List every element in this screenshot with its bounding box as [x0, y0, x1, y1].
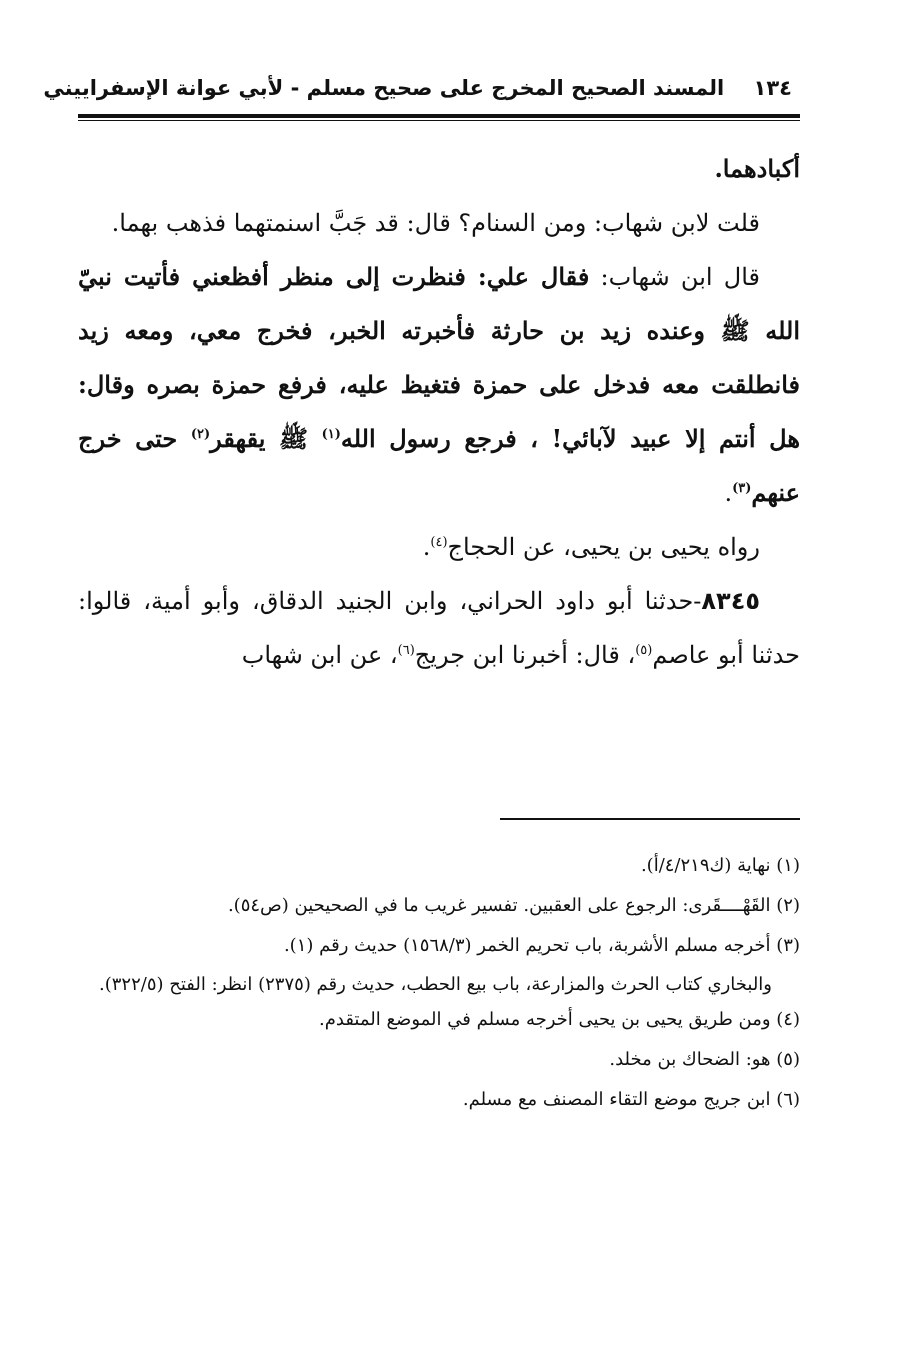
footnote-6: (٦) ابن جريج موضع التقاء المصنف مع مسلم. [462, 1089, 800, 1110]
header-text [43, 76, 792, 100]
narrator-lead: قال ابن شهاب: [589, 263, 760, 291]
isnad-text-b: ، قال: أخبرنا ابن جريج [414, 641, 636, 669]
riwaya-text: رواه يحيى بن يحيى، عن الحجاج [447, 533, 760, 561]
hadith-text-end: حتى خرج عنهم [78, 424, 800, 507]
footnote-4: (٤) ومن طريق يحيى بن يحيى أخرجه مسلم في الموضع المتقدم. [319, 1009, 800, 1030]
paragraph-4 [78, 520, 800, 574]
paragraph-3 [78, 250, 800, 520]
hadith-text-tail: . [724, 479, 733, 507]
footnote-ref-5[interactable]: (٥) [635, 643, 653, 658]
hadith-text-mid: ﷺ يقهقر [210, 424, 322, 453]
paragraph-2: قلت لابن شهاب: ومن السنام؟ قال: قد جَبَّ اسنمتهما فذهب بهما. [111, 209, 760, 237]
book-title: المسند الصحيح المخرج على صحيح مسلم - لأبي عوانة الإسفراييني [43, 76, 725, 100]
isnad-text-c: ، عن ابن شهاب [241, 641, 398, 669]
paragraph-5 [78, 574, 800, 682]
isnad-text-a: -حدثنا أبو داود الحراني، وابن الجنيد الدقاق، وأبو أمية، قالوا: حدثنا أبو عاصم [78, 587, 800, 669]
footnote-5: (٥) هو: الضحاك بن مخلد. [609, 1049, 800, 1070]
running-header [43, 70, 800, 116]
hadith-number: ٨٣٤٥ [701, 587, 760, 615]
page-number: ١٣٤ [753, 76, 792, 100]
paragraph-1: أكبادهما. [714, 154, 800, 183]
footnote-3: (٣) أخرجه مسلم الأشربة، باب تحريم الخمر (١٥٦٨/٣) حديث رقم (١). [283, 935, 800, 956]
footnotes [78, 848, 800, 1122]
book-page [43, 70, 800, 1110]
footnote-separator [500, 818, 800, 820]
hadith-text: فقال علي: فنظرت إلى منظر أفظعني فأتيت نبيّ الله ﷺ وعنده زيد بن حارثة فأخبرته الخبر، فخرج معي، ومعه زيد فانطلقت معه فدخل على حمزة فتغيظ عليه، فرفع حمزة بصره وقال: هل أنتم إلا عبيد لآبائي! ، فرجع رسول الله [78, 262, 800, 453]
footnote-ref-1[interactable]: (١) [321, 427, 341, 442]
main-text [78, 142, 800, 682]
footnote-1: (١) نهاية (ك٤/٢١٩/أ). [640, 855, 800, 876]
footnote-ref-6[interactable]: (٦) [397, 643, 415, 658]
header-rule-thick [78, 114, 800, 118]
footnote-ref-2[interactable]: (٢) [190, 427, 211, 442]
footnote-2: (٢) القَهْــــقَرى: الرجوع على العقبين. تفسير غريب ما في الصحيحين (ص٥٤). [227, 895, 800, 916]
riwaya-tail: . [422, 533, 431, 561]
footnote-ref-4[interactable]: (٤) [430, 535, 448, 550]
footnote-ref-3[interactable]: (٣) [732, 481, 752, 496]
header-rule-thin [78, 120, 800, 121]
footnote-3-continued: والبخاري كتاب الحرث والمزارعة، باب بيع الحطب، حديث رقم (٢٣٧٥) انظر: الفتح (٣٢٢/٥). [99, 974, 772, 995]
